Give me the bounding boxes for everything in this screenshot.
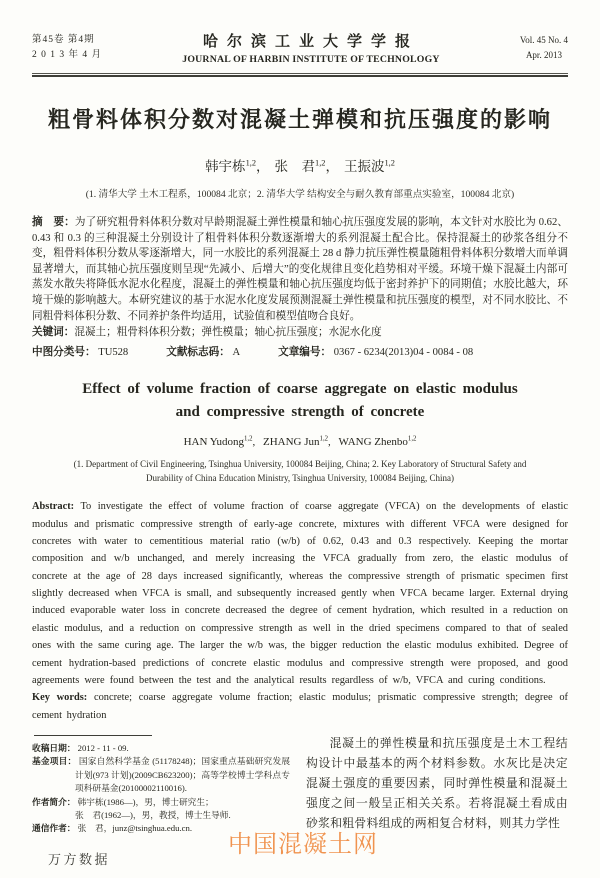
keywords-label-en: Key words: <box>32 692 88 704</box>
volume-issue-en: Vol. 45 No. 4 <box>519 34 568 45</box>
site-watermark: 中国混凝土网 <box>228 831 378 858</box>
footnote-received: 收稿日期： 2012 - 11 - 09. <box>32 742 129 753</box>
abstract-text-en: To investigate the effect of volume fraction of coarse aggregate (VFCA) on the developments of elastic modulus and prismatic compressive strength of early-age concrete, mixtures with different VFCA were designed for concretes with water to cementitious material ratio (w/b) of 0.62, 0.43 and 0.3 respectively. Keeping the mortar composition and w/b unchanged, and merely increasing the VFCA gradually from zero, the elastic modulus of concrete at the age of 28 days increased significantly, whereas the compressive strength of prismatic specimen first slightly decreased when VFCA is small, and subsequently increased gently when VFCA became larger. External drying induced evaporable water loss in concrete decreased the degree of cement hydration, which resulted in a reduction on elastic modulus, and a reduction on compressive strength as well in the dried specimens compared to that of sealed ones with the same curing age. The larger the w/b was, the bigger reduction the elastic modulus exhibited. Degree of cement hydration-based predictions of concrete elastic modulus and compressive strength were proposed, and good agreements were found between the test and the analytical results regardless of w/b, VFCA and curing conditions. <box>32 501 568 686</box>
affiliation-cn: (1. 清华大学 土木工程系，100084 北京；2. 清华大学 结构安全与耐久教育部重点实验室，100084 北京) <box>85 189 515 200</box>
author-affiliation-marker: 1,2 <box>384 158 395 168</box>
footnote-corresponding-author: 通信作者： 张 君，junz@tsinghua.edu.cn. <box>32 823 193 834</box>
date-en: Apr. 2013 <box>525 49 562 60</box>
classification-line <box>32 344 568 359</box>
abstract-label-en: Abstract: <box>32 501 75 513</box>
author-affiliation-marker: 1,2 <box>245 158 257 168</box>
footnote-column <box>32 733 290 836</box>
clc-number: 中图分类号： TU528 <box>32 346 129 358</box>
keywords-text-en: concrete; coarse aggregate volume fraction; elastic modulus; prismatic compressive strength; degree of cement hydration <box>32 692 568 721</box>
author-affiliation-marker: 1,2 <box>407 435 417 443</box>
date-cn: 2 0 1 3 年 4 月 <box>32 49 103 60</box>
abstract-label-cn: 摘 要： <box>32 217 75 228</box>
article-title-en-line1: Effect of volume fraction of coarse aggregate on elastic modulus <box>82 380 518 397</box>
keywords-cn <box>32 325 568 341</box>
author-cn-3: 王振波$^{1,2}$ <box>343 158 395 174</box>
article-id: 文章编号： 0367 - 6234(2013)04 - 0084 - 08 <box>278 346 474 358</box>
article-title-cn: 粗骨料体积分数对混凝土弹模和抗压强度的影响 <box>47 107 552 132</box>
footnote-block <box>32 742 290 836</box>
footnote-divider <box>34 735 152 736</box>
keywords-text-cn: 混凝土；粗骨料体积分数；弹性模量；轴心抗压强度；水泥水化度 <box>74 327 382 339</box>
keywords-label-cn: 关键词： <box>32 327 75 339</box>
introduction-paragraph: 混凝土的弹性模量和抗压强度是土木工程结构设计中最基本的两个材料参数。水灰比是决定混凝土强度的重要因素，同时弹性模量和混凝土强度之间一般呈正相关关系。若将混凝土看成由砂浆和粗骨料组成的两相复合材料，则其力学性 <box>306 735 568 830</box>
corresponding-author-email: 张 君，junz@tsinghua.edu.cn. <box>77 823 193 834</box>
issue-info-cn <box>32 33 102 63</box>
journal-title-block <box>182 30 439 65</box>
wanfang-data-stamp: 万方数据 <box>48 852 111 867</box>
author-affiliation-marker: 1,2 <box>243 435 253 443</box>
author-en-1: HAN Yudong$^{1,2}$, <box>183 435 258 449</box>
author-en-2: ZHANG Jun$^{1,2}$, <box>263 435 334 449</box>
affiliation-en-line2: Durability of China Education Ministry, Tsinghua University, 100084 Beijing, China) <box>145 472 454 483</box>
author-cn-2: 张 君$^{1,2}$， <box>274 158 339 174</box>
abstract-text-cn: 为了研究粗骨料体积分数对早龄期混凝土弹性模量和轴心抗压强度发展的影响，本文针对水胶比为 0.62、0.43 和 0.3 的三种混凝土分别设计了粗骨料体积分数逐渐增大的系列混凝土配合比。保持混凝土的砂浆各组分不变，粗骨料体积分数从零逐渐增大，同一水胶比的系列混凝土 28 d 静力抗压弹性模量随粗骨料体积分数增大而单调显著增大，而其轴心抗压强度则呈现“先减小、后增大”的变化规律且变化趋势相对平缓。环境干燥下混凝土内部可蒸发水散失将降低水泥水化程度，混凝土的弹性模量和轴心抗压强度均低于密封养护下的同期值；水胶比越大，环境干燥的影响越大。本研究建议的基于水泥水化度发展预测混凝土弹性模量和抗压强度的模型，对不同水胶比、不同粗骨料体积分数、不同养护条件均适用，试验值和模型值吻合良好。 <box>32 217 568 322</box>
footnote-biography: 作者简介： 韩宇栋(1986—)，男，博士研究生； 张 君(1962—)，男，教授，博士生导师. <box>32 796 231 820</box>
author-cn-1: 韩宇栋$^{1,2}$， <box>205 158 270 174</box>
abstract-en <box>32 498 568 689</box>
article-title-en <box>32 378 568 424</box>
authors-cn <box>32 155 568 175</box>
journal-title-cn: 哈尔滨工业大学学报 <box>202 34 419 50</box>
journal-title-en: JOURNAL OF HARBIN INSTITUTE OF TECHNOLOGY <box>182 54 440 65</box>
affiliation-en <box>32 458 568 485</box>
journal-header <box>32 30 568 65</box>
affiliation-en-line1: (1. Department of Civil Engineering, Tsinghua University, 100084 Beijing, China; 2. Key Laboratory of Structural Safety and <box>73 459 527 470</box>
author-affiliation-marker: 1,2 <box>319 435 329 443</box>
keywords-en <box>32 689 568 724</box>
header-divider <box>32 73 568 77</box>
author-affiliation-marker: 1,2 <box>315 158 326 168</box>
article-title-en-line2: and compressive strength of concrete <box>175 403 425 420</box>
document-code: 文献标志码： A <box>166 346 241 358</box>
volume-issue-cn: 第45卷 第4期 <box>32 34 95 45</box>
abstract-cn <box>32 215 568 324</box>
bottom-columns <box>32 733 568 836</box>
issue-info-en <box>520 33 568 63</box>
authors-en <box>32 436 568 449</box>
body-text-column <box>306 733 568 836</box>
footnote-funding: 基金项目： 国家自然科学基金 (51178248)；国家重点基础研究发展计划(973 计划)(2009CB623200)；高等学校博士学科点专项科研基金(20100002110016). <box>32 756 291 794</box>
author-en-3: WANG Zhenbo$^{1,2}$ <box>338 435 417 449</box>
